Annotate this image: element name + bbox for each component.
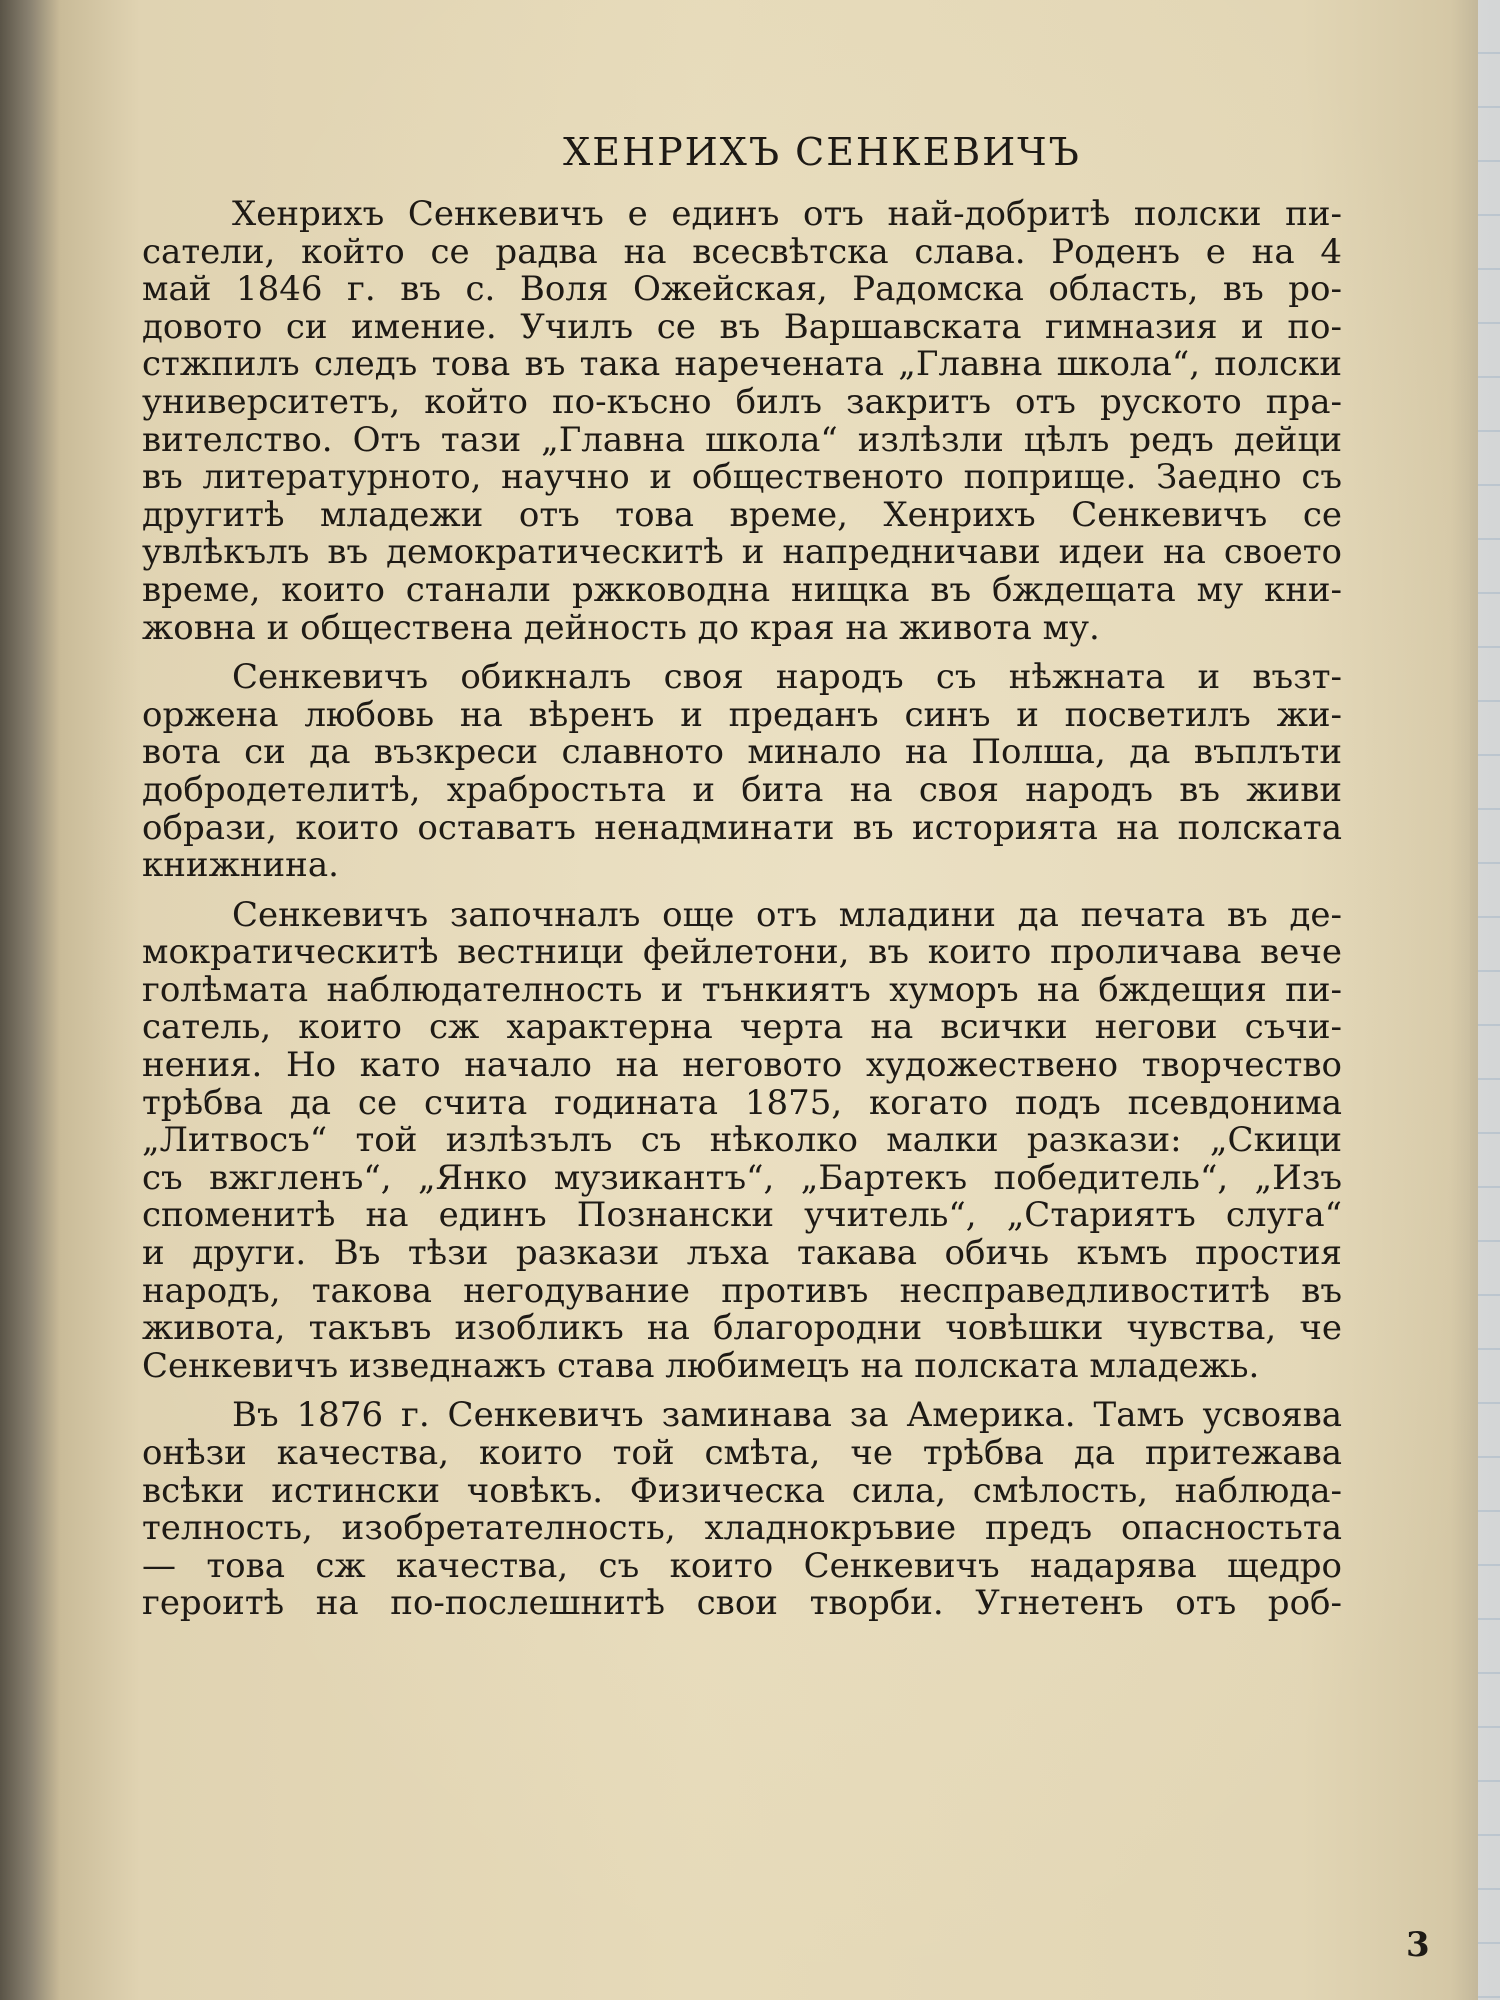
text-line: добродетелитѣ, храбростьта и бита на своя народъ въ живи xyxy=(142,769,1342,810)
text-line: Сенкевичъ обикналъ своя народъ съ нѣжната и възт- xyxy=(232,657,1342,698)
text-line: всѣки истински човѣкъ. Физическа сила, смѣлость, наблюда- xyxy=(142,1470,1342,1511)
text-line: съ вжгленъ“, „Янко музикантъ“, „Бартекъ победитель“, „Изъ xyxy=(142,1157,1342,1198)
text-line: оржена любовь на вѣренъ и преданъ синъ и посветилъ жи- xyxy=(142,694,1342,735)
text-line: героитѣ на по-послешнитѣ свои творби. Угнетенъ отъ роб- xyxy=(142,1583,1342,1624)
text-line: жовна и обществена дейность до края на живота му. xyxy=(142,607,1100,648)
text-line: трѣбва да се счита годината 1875, когато подъ псевдонима xyxy=(142,1082,1342,1123)
text-line: Въ 1876 г. Сенкевичъ заминава за Америка. Тамъ усвоява xyxy=(232,1395,1342,1436)
text-line: довото си имение. Училъ се въ Варшавската гимназия и по- xyxy=(142,306,1342,347)
text-line: живота, такъвъ изобликъ на благородни човѣшки чувства, че xyxy=(142,1308,1342,1349)
text-line: май 1846 г. въ с. Воля Ожейская, Радомска область, въ ро- xyxy=(142,269,1342,310)
text-line: вота си да възкреси славното минало на Полша, да въплъти xyxy=(142,732,1342,773)
text-line: сатели, който се радва на всесвѣтска слава. Роденъ е на 4 xyxy=(142,231,1342,272)
text-line: телность, изобретателность, хладнокръвие предъ опасностьта xyxy=(142,1508,1342,1549)
book-page xyxy=(70,0,1470,2000)
text-line: университетъ, който по-късно билъ закритъ отъ руското пра- xyxy=(142,381,1342,422)
text-line: мократическитѣ вестници фейлетони, въ които проличава вече xyxy=(142,932,1342,973)
text-line: другитѣ младежи отъ това време, Хенрихъ Сенкевичъ се xyxy=(142,494,1342,535)
text-line: онѣзи качества, които той смѣта, че трѣбва да притежава xyxy=(142,1433,1342,1473)
text-line: вителство. Отъ тази „Главна школа“ излѣзли цѣлъ редъ дейци xyxy=(142,419,1342,460)
text-line: нения. Но като начало на неговото художествено творчество xyxy=(142,1045,1342,1086)
text-line: голѣмата наблюдателность и тънкиятъ хуморъ на бждещия пи- xyxy=(142,969,1342,1010)
text-block xyxy=(142,130,1442,1623)
text-line: увлѣкълъ въ демократическитѣ и напредничави идеи на своето xyxy=(142,532,1342,573)
text-line: образи, които оставатъ ненадминати въ историята на полската xyxy=(142,807,1342,848)
text-line: време, които станали ржководна нищка въ бждещата му кни- xyxy=(142,569,1342,610)
text-line: сатель, които сж характерна черта на всички негови съчи- xyxy=(142,1007,1342,1048)
text-line: споменитѣ на единъ Познански учитель“, „Стариятъ слуга“ xyxy=(142,1195,1342,1236)
body-text xyxy=(142,196,1442,1623)
text-line: стжпилъ следъ това въ така наречената „Главна школа“, полски xyxy=(142,344,1342,385)
text-line: народъ, такова негодувание противъ несправедливоститѣ въ xyxy=(142,1270,1342,1311)
notebook-edge xyxy=(1478,0,1500,2000)
text-line: Сенкевичъ започналъ още отъ младини да печата въ де- xyxy=(232,894,1342,935)
text-line: Хенрихъ Сенкевичъ е единъ отъ най-добритѣ полски пи- xyxy=(232,194,1342,234)
text-line: и други. Въ тѣзи разкази лъха такава обичь къмъ простия xyxy=(142,1233,1342,1274)
text-line: книжнина. xyxy=(142,845,339,886)
text-line: — това сж качества, съ които Сенкевичъ надарява щедро xyxy=(142,1545,1342,1586)
text-line: Сенкевичъ изведнажъ става любимецъ на полската младежь. xyxy=(142,1345,1260,1386)
text-line: въ литературното, научно и общественото поприще. Заедно съ xyxy=(142,457,1342,498)
page-number: 3 xyxy=(1406,1925,1430,1965)
page-title: ХЕНРИХЪ СЕНКЕВИЧЪ xyxy=(563,130,1081,174)
text-line: „Литвосъ“ той излѣзълъ съ нѣколко малки разкази: „Скици xyxy=(142,1120,1342,1161)
